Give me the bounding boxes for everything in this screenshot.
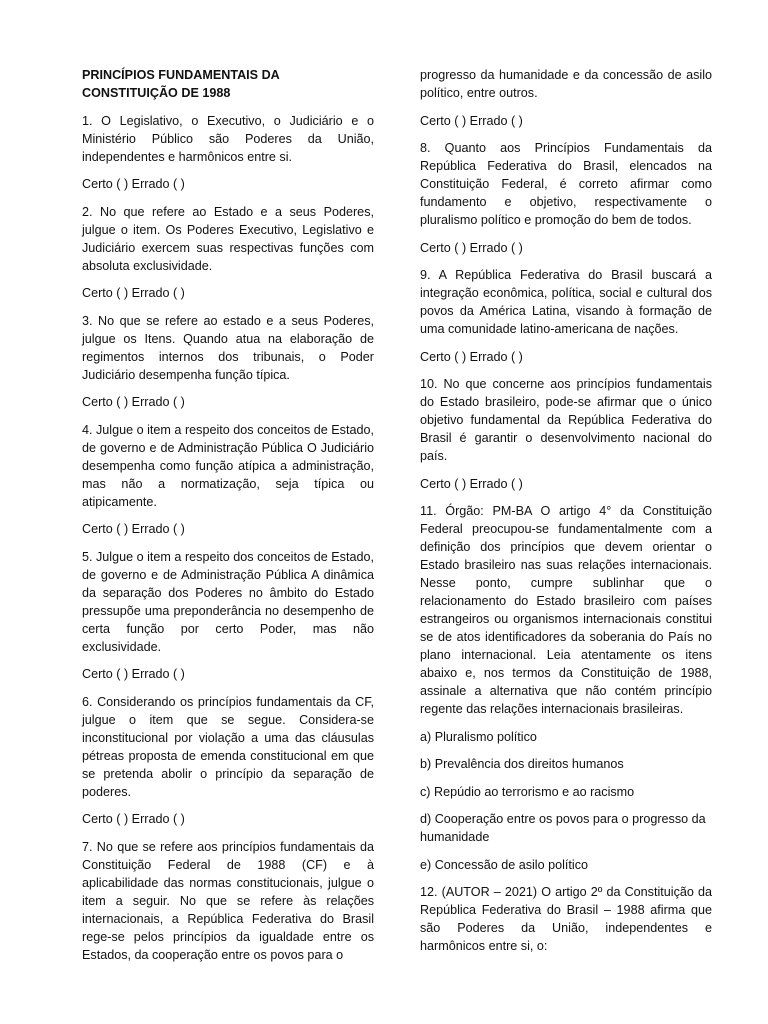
- question-7: 7. No que se refere aos princípios fundamentais da Constituição Federal de 1988 (CF) e à aplicabilidade das normas constitucionais, julgue o item a seguir. No que se refere às relações internacionais, a República Federativa do Brasil rege-se pelos princípios da igualdade entre os Estados, da cooperação entre os povos para o: [82, 839, 374, 962]
- answer-options-3: Certo ( ) Errado ( ): [82, 395, 185, 409]
- question-5: 5. Julgue o item a respeito dos conceitos de Estado, de governo e de Administração Pública A dinâmica da separação dos Poderes no âmbito do Estado pressupõe uma preponderância no desempenho de certa função por certo Poder, mas não exclusividade.: [82, 549, 374, 654]
- right-column: [420, 66, 712, 965]
- question-2: 2. No que refere ao Estado e a seus Poderes, julgue o item. Os Poderes Executivo, Legislativo e Judiciário exercem suas respectivas funções com absoluta exclusividade.: [82, 204, 374, 273]
- question-9: 9. A República Federativa do Brasil buscará a integração econômica, política, social e cultural dos povos da América Latina, visando à formação de uma comunidade latino-americana de nações.: [420, 268, 712, 336]
- option-d: d) Cooperação entre os povos para o progresso da humanidade: [420, 812, 706, 844]
- option-c: c) Repúdio ao terrorismo e ao racismo: [420, 784, 635, 799]
- answer-options-8: Certo ( ) Errado ( ): [420, 240, 523, 255]
- document-title: PRINCÍPIOS FUNDAMENTAIS DA CONSTITUIÇÃO DE 1988: [82, 68, 280, 100]
- question-8: 8. Quanto aos Princípios Fundamentais da República Federativa do Brasil, elencados na Constituição Federal, é correto afirmar como fundamento e objetivo, respectivamente o pluralismo político e promoção do bem de todos.: [420, 141, 712, 227]
- question-7-continued: progresso da humanidade e da concessão de asilo político, entre outros.: [420, 68, 712, 100]
- answer-options-6: Certo ( ) Errado ( ): [82, 812, 185, 826]
- question-1: 1. O Legislativo, o Executivo, o Judiciário e o Ministério Público são Poderes da União, independentes e harmônicos entre si.: [82, 113, 374, 164]
- answer-options-2: Certo ( ) Errado ( ): [82, 286, 185, 300]
- option-b: b) Prevalência dos direitos humanos: [420, 757, 624, 771]
- left-column: [82, 66, 374, 973]
- answer-options-5: Certo ( ) Errado ( ): [82, 667, 185, 681]
- answer-options-9: Certo ( ) Errado ( ): [420, 349, 523, 364]
- answer-options-7: Certo ( ) Errado ( ): [420, 113, 523, 128]
- answer-options-1: Certo ( ) Errado ( ): [82, 177, 185, 191]
- option-a: a) Pluralismo político: [420, 729, 537, 744]
- question-11: 11. Órgão: PM-BA O artigo 4° da Constituição Federal preocupou-se fundamentalmente com a definição dos princípios que devem orientar o Estado brasileiro nas suas relações internacionais. Nesse ponto, cumpre sublinhar que o relacionamento do Estado brasileiro com países estrangeiros ou organismos internacionais constitui se de atos identificadores da soberania do País no plano internacional. Leia atentamente os itens abaixo e, nos termos da Constituição de 1988, assinale a alternativa que não contém princípio regente das relações internacionais brasileiras.: [420, 504, 712, 716]
- question-10: 10. No que concerne aos princípios fundamentais do Estado brasileiro, pode-se afirmar que o único objetivo fundamental da República Federativa do Brasil é garantir o desenvolvimento nacional do país.: [420, 377, 712, 463]
- answer-options-10: Certo ( ) Errado ( ): [420, 476, 523, 491]
- question-4: 4. Julgue o item a respeito dos conceitos de Estado, de governo e de Administração Pública O Judiciário desempenha como função atípica a administração, mas não a normatização, seja típica ou atipicamente.: [82, 422, 374, 509]
- option-e: e) Concessão de asilo político: [420, 857, 589, 872]
- question-3: 3. No que se refere ao estado e a seus Poderes, julgue os Itens. Quando atua na elaboração de regimentos internos dos tribunais, o Poder Judiciário desempenha função típica.: [82, 313, 374, 382]
- question-12: 12. (AUTOR – 2021) O artigo 2º da Constituição da República Federativa do Brasil – 1988 afirma que são Poderes da União, independentes e harmônicos entre si, o:: [420, 885, 712, 953]
- answer-options-4: Certo ( ) Errado ( ): [82, 522, 185, 536]
- question-6: 6. Considerando os princípios fundamentais da CF, julgue o item que se segue. Considera-se inconstitucional por violação a uma das cláusulas pétreas proposta de emenda constitucional em que se pretenda abolir o princípio da separação de poderes.: [82, 694, 374, 799]
